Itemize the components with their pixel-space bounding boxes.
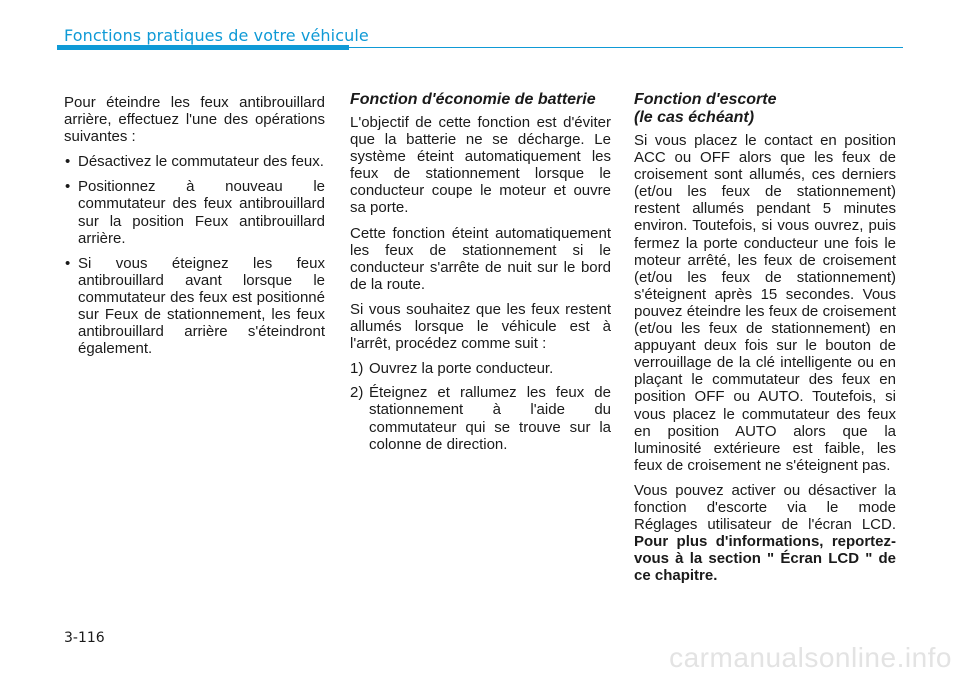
battery-saver-paragraph: Si vous souhaitez que les feux restent allumés lorsque le véhicule est à l'arrêt, procédez comme suit : xyxy=(350,300,611,353)
step-item xyxy=(350,360,611,377)
bullet-item: • Positionnez à nouveau le commutateur des feux antibrouillard sur la position Feux antibrouillard arrière. xyxy=(64,178,325,246)
column-left xyxy=(64,94,325,365)
bullet-item: • Si vous éteignez les feux antibrouillard avant lorsque le commutateur des feux est positionné sur Feux de stationnement, les feux antibrouillard arrière s'éteindront également. xyxy=(64,255,325,358)
rear-fog-intro: Pour éteindre les feux antibrouillard arrière, effectuez l'une des opérations suivantes : xyxy=(64,94,325,146)
section-title: Fonctions pratiques de votre véhicule xyxy=(64,26,369,45)
battery-saver-paragraph: L'objectif de cette fonction est d'éviter que la batterie ne se décharge. Le système éteint automatiquement les feux de stationnement lorsque le conducteur coupe le moteur et ouvre sa porte. xyxy=(350,114,611,217)
step-number: 2) xyxy=(350,384,364,402)
column-right xyxy=(634,91,896,592)
rear-fog-bullet-list xyxy=(64,153,325,357)
header-rule-thin xyxy=(349,47,903,48)
escort-heading-line1: Fonction d'escorte xyxy=(634,91,777,108)
escort-settings-paragraph xyxy=(634,482,896,585)
watermark: carmanualsonline.info xyxy=(669,642,952,673)
step-text: Ouvrez la porte conducteur. xyxy=(369,360,554,378)
header-rule-thick xyxy=(57,45,349,50)
battery-saver-steps xyxy=(350,360,611,452)
column-middle xyxy=(350,91,611,460)
escort-paragraph: Si vous placez le contact en position ACC ou OFF alors que les feux de croisement sont allumés, ces derniers (et/ou les feux de stationnement) restent allumés pendant 5 minutes environ. Toutefois, si vous ouvrez, puis fermez la porte conducteur une fois le moteur arrêté, les feux de croisement (et/ou les feux de stationnement) s'éteignent après 15 secondes. Vous pouvez éteindre les feux de croisement (et/ou les feux de stationnement) en appuyant deux fois sur le bouton de verrouillage de la clé intelligente ou en plaçant le commutateur des feux en position OFF ou AUTO. Toutefois, si vous placez le commutateur des feux en position AUTO alors que la luminosité extérieure est faible, les feux de croisement ne s'éteignent pas. xyxy=(634,132,896,474)
battery-saver-paragraph: Cette fonction éteint automatiquement les feux de stationnement si le conducteur s'arrête de nuit sur le bord de la route. xyxy=(350,224,611,293)
escort-settings-note: Pour plus d'informations, reportez-vous à la section " Écran LCD " de ce chapitre. xyxy=(634,533,896,585)
escort-heading xyxy=(634,91,896,127)
step-item xyxy=(350,384,611,452)
step-number: 1) xyxy=(350,360,364,378)
escort-settings-text: Vous pouvez activer ou désactiver la fonction d'escorte via le mode Réglages utilisateur de l'écran LCD. xyxy=(634,481,896,534)
step-text: Éteignez et rallumez les feux de stationnement à l'aide du commutateur qui se trouve sur la colonne de direction. xyxy=(369,384,611,453)
bullet-item: • Désactivez le commutateur des feux. xyxy=(64,153,325,170)
escort-heading-line2: (le cas échéant) xyxy=(634,109,755,126)
battery-saver-heading: Fonction d'économie de batterie xyxy=(350,91,596,108)
page-number: 3-116 xyxy=(64,630,105,646)
